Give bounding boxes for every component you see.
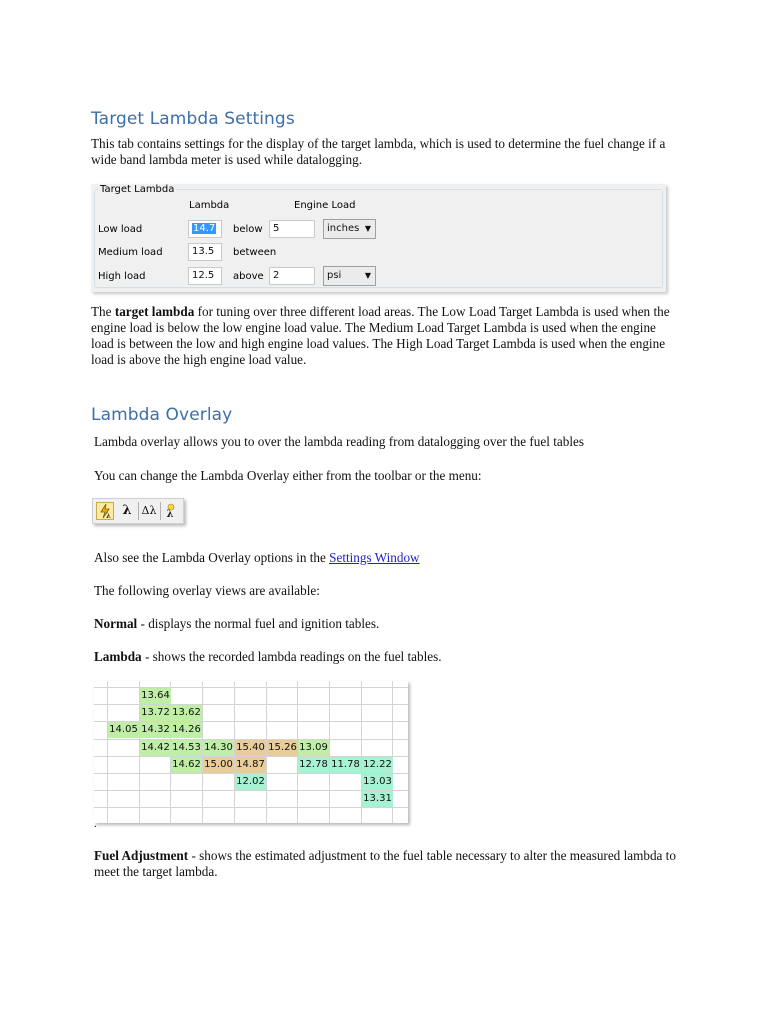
lambda-overlay-grid [94, 681, 408, 823]
normal-overlay-icon[interactable] [96, 502, 114, 520]
lambda-cell: 11.78 [330, 757, 361, 773]
grid-line-horizontal [94, 807, 408, 808]
lambda-cell: 14.42 [140, 740, 171, 756]
normal-view-item: Normal - displays the normal fuel and ignition tables. [94, 616, 380, 631]
lambda-cell: 14.32 [140, 722, 171, 738]
normal-term: Normal [94, 616, 138, 631]
settings-window-note: Also see the Lambda Overlay options in the Settings Window [94, 550, 420, 565]
row-label-high-load: High load [98, 271, 146, 282]
low-load-unit-dropdown[interactable]: inches ▼ [323, 219, 376, 239]
target-lambda-intro: This tab contains settings for the display of the target lambda, which is used to determine the fuel change if a wide band lambda meter is used while datalogging. [91, 136, 666, 167]
lambda-cell: 13.64 [140, 688, 171, 704]
lambda-cell: 13.09 [298, 740, 329, 756]
fuel-adjustment-icon[interactable]: Δλ [141, 504, 157, 517]
column-header-lambda: Lambda [189, 200, 230, 211]
grid-line-horizontal [94, 790, 408, 791]
grid-trailing-mark: . [94, 818, 97, 830]
lambda-cell: 14.62 [171, 757, 202, 773]
lambda-cell: 13.72 [140, 705, 171, 721]
grid-line-vertical [329, 681, 330, 823]
relation-above-label: above [233, 271, 264, 282]
svg-text:λ: λ [106, 511, 111, 519]
lambda-cell: 13.03 [362, 774, 393, 790]
section-heading-target-lambda: Target Lambda Settings [91, 109, 295, 129]
column-header-engine-load: Engine Load [294, 200, 356, 211]
lambda-cell: 12.02 [235, 774, 266, 790]
target-lambda-description: The target lambda for tuning over three different load areas. The Low Load Target Lambda is used when the engine load is below the low engine load value. The Medium Load Target Lambda is used when the engine load is between the low and high engine load values. The High Load Target Lambda is used when the engine load is above the high engine load value. [91, 304, 670, 367]
toolbar-separator [160, 502, 161, 520]
chevron-down-icon: ▼ [364, 271, 371, 280]
settings-window-link[interactable]: Settings Window [329, 550, 420, 565]
lambda-term: Lambda [94, 649, 142, 664]
lambda-cell: 12.22 [362, 757, 393, 773]
lambda-cell: 14.26 [171, 722, 202, 738]
svg-text:λ: λ [166, 509, 174, 518]
target-lambda-term: target lambda [114, 304, 195, 319]
lambda-cell: 14.53 [171, 740, 202, 756]
high-load-engine-load-input[interactable]: 2 [269, 267, 315, 285]
target-lambda-groupbox [91, 184, 666, 292]
row-label-medium-load: Medium load [98, 247, 163, 258]
lambda-view-item: Lambda - shows the recorded lambda readings on the fuel tables. [94, 649, 442, 664]
row-label-low-load: Low load [98, 224, 143, 235]
fuel-adjustment-item: Fuel Adjustment - shows the estimated adjustment to the fuel table necessary to alter the measured lambda to meet the target lambda. [94, 848, 676, 879]
relation-between-label: between [233, 247, 277, 258]
medium-load-lambda-input[interactable]: 13.5 [188, 243, 222, 261]
lambda-cell: 14.30 [203, 740, 234, 756]
high-load-lambda-input[interactable]: 12.5 [188, 267, 222, 285]
lambda-cell: 15.26 [267, 740, 298, 756]
lambda-cell: 14.87 [235, 757, 266, 773]
chevron-down-icon: ▼ [364, 224, 371, 233]
overlay-intro: Lambda overlay allows you to over the lambda reading from datalogging over the fuel tables [94, 434, 584, 449]
high-load-unit-dropdown[interactable]: psi ▼ [323, 266, 376, 286]
lambda-overlay-toolbar [92, 498, 184, 524]
lambda-cell: 13.62 [171, 705, 202, 721]
lambda-cell: 15.40 [235, 740, 266, 756]
lambda-cell: 13.31 [362, 791, 393, 807]
toolbar-separator [138, 502, 139, 520]
section-heading-lambda-overlay: Lambda Overlay [91, 405, 233, 425]
lambda-cell: 14.05 [108, 722, 139, 738]
groupbox-title: Target Lambda [100, 184, 175, 195]
relation-below-label: below [233, 224, 263, 235]
low-load-engine-load-input[interactable]: 5 [269, 220, 315, 238]
lambda-cell: 12.78 [298, 757, 329, 773]
target-lambda-icon[interactable] [162, 502, 180, 520]
grid-line-vertical [107, 681, 108, 823]
overlay-views-intro: The following overlay views are available: [94, 583, 320, 598]
lambda-cell: 15.00 [203, 757, 234, 773]
groupbox-frame [94, 189, 663, 288]
low-load-lambda-input[interactable]: 14.7 [188, 220, 222, 238]
fuel-adjustment-term: Fuel Adjustment [94, 848, 189, 863]
overlay-toolbar-note: You can change the Lambda Overlay either from the toolbar or the menu: [94, 468, 482, 483]
lambda-icon[interactable]: λ [122, 503, 132, 518]
